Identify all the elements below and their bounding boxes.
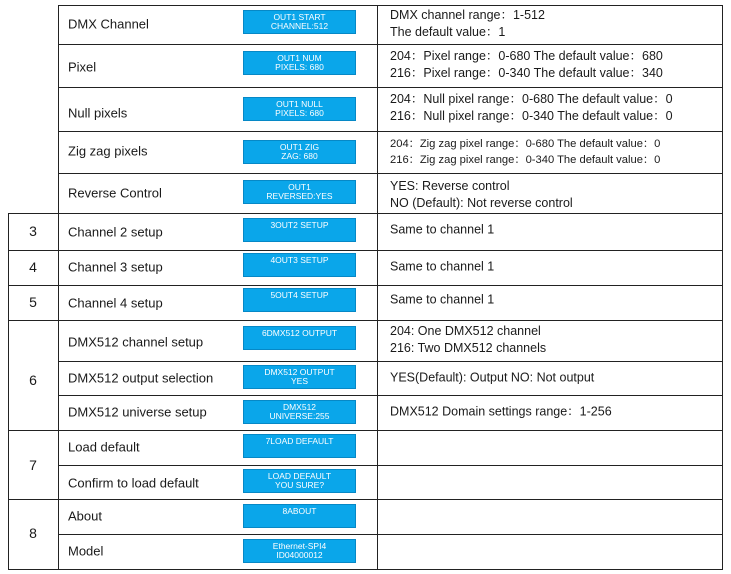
row-number: 4 <box>29 259 37 275</box>
row-description-dmx512-universe: DMX512 Domain settings range：1-256 <box>390 404 612 419</box>
lcd-line: DMX512 <box>282 401 317 412</box>
grid-line <box>58 465 723 466</box>
lcd-line: Ethernet-SPI4 <box>272 540 327 551</box>
row-label-dmx512-universe-setup: DMX512 universe setup <box>68 404 207 420</box>
lcd-display-null-pixels <box>243 97 356 121</box>
description-line: 204: One DMX512 channel <box>390 324 541 338</box>
grid-line <box>8 285 723 286</box>
row-description-channel-3: Same to channel 1 <box>390 259 495 274</box>
description-line: The default value：1 <box>390 25 506 39</box>
lcd-line: 3OUT2 SETUP <box>270 220 329 230</box>
description-line: NO (Default): Not reverse control <box>390 196 573 210</box>
grid-line <box>58 44 723 45</box>
lcd-line: YOU SURE? <box>274 480 325 490</box>
row-description-zig-zag <box>390 136 660 168</box>
row-label-model: Model <box>68 543 104 559</box>
lcd-line: DMX512 OUTPUT <box>264 366 335 377</box>
grid-line <box>58 131 723 132</box>
row-label-load-default: Load default <box>68 439 140 455</box>
lcd-display-about <box>243 504 356 528</box>
grid-line <box>722 5 723 570</box>
lcd-display-dmx-channel <box>243 10 356 34</box>
row-description-channel-2: Same to channel 1 <box>390 222 495 237</box>
lcd-display-reverse <box>243 180 356 204</box>
grid-line <box>377 5 378 570</box>
lcd-line: 5OUT4 SETUP <box>270 290 329 300</box>
lcd-display-confirm-load <box>243 469 356 493</box>
grid-line <box>58 87 723 88</box>
description-line: YES: Reverse control <box>390 179 510 193</box>
grid-line <box>8 320 723 321</box>
row-description-null-pixels <box>390 91 673 125</box>
row-description-channel-4: Same to channel 1 <box>390 292 495 307</box>
row-label-channel-3-setup: Channel 3 setup <box>68 259 163 275</box>
lcd-line: OUT1 ZIG <box>279 141 320 152</box>
lcd-display-load-default <box>243 434 356 458</box>
row-description-reverse <box>390 178 573 212</box>
row-number: 6 <box>29 372 37 388</box>
lcd-display-model <box>243 539 356 563</box>
row-number: 3 <box>29 223 37 239</box>
lcd-display-channel-3 <box>243 253 356 277</box>
lcd-display-channel-2 <box>243 218 356 242</box>
grid-line <box>8 430 723 431</box>
lcd-line: UNIVERSE:255 <box>269 411 330 421</box>
lcd-display-zig-zag <box>243 140 356 164</box>
row-label-pixel: Pixel <box>68 59 97 75</box>
lcd-line: OUT1 START <box>273 11 326 22</box>
lcd-line: OUT1 NULL <box>276 98 323 109</box>
grid-line <box>8 213 723 214</box>
lcd-line: 8ABOUT <box>282 506 317 516</box>
grid-line <box>58 395 723 396</box>
lcd-display-dmx512-setup <box>243 326 356 350</box>
row-description-dmx-channel <box>390 7 545 41</box>
lcd-line: PIXELS: 680 <box>275 108 324 118</box>
lcd-display-pixel <box>243 51 356 75</box>
lcd-line: PIXELS: 680 <box>275 62 324 72</box>
lcd-display-channel-4 <box>243 288 356 312</box>
grid-line <box>8 250 723 251</box>
lcd-line: ID04000012 <box>276 550 323 560</box>
row-label-channel-2-setup: Channel 2 setup <box>68 224 163 240</box>
row-label-reverse-control: Reverse Control <box>68 185 162 201</box>
lcd-line: LOAD DEFAULT <box>267 470 332 481</box>
lcd-line: REVERSED:YES <box>266 191 333 201</box>
grid-line <box>58 5 723 6</box>
lcd-line: OUT1 NUM <box>277 52 322 63</box>
grid-line <box>58 173 723 174</box>
grid-line <box>8 499 723 500</box>
lcd-line: CHANNEL:512 <box>270 21 329 31</box>
lcd-line: OUT1 <box>288 181 311 192</box>
grid-line <box>58 361 723 362</box>
grid-line <box>58 5 59 570</box>
row-label-channel-4-setup: Channel 4 setup <box>68 295 163 311</box>
row-label-dmx512-channel-setup: DMX512 channel setup <box>68 334 204 350</box>
row-label-dmx512-output-selection: DMX512 output selection <box>68 370 214 386</box>
row-label-zig-zag-pixels: Zig zag pixels <box>68 143 148 159</box>
row-number: 8 <box>29 525 37 541</box>
row-description-pixel <box>390 48 663 82</box>
description-line: 216：Zig zag pixel range：0-340 The default value：0 <box>390 154 661 166</box>
description-line: DMX channel range：1-512 <box>390 8 545 22</box>
row-number: 7 <box>29 457 37 473</box>
lcd-line: 6DMX512 OUTPUT <box>261 328 338 338</box>
lcd-display-dmx512-output <box>243 365 356 389</box>
lcd-line: 4OUT3 SETUP <box>270 255 329 265</box>
lcd-line: 7LOAD DEFAULT <box>265 436 334 446</box>
lcd-line: ZAG: 680 <box>281 151 318 161</box>
description-line: 204：Zig zag pixel range：0-680 The default value：0 <box>390 138 661 150</box>
lcd-display-dmx512-universe <box>243 400 356 424</box>
row-label-dmx-channel: DMX Channel <box>68 16 149 32</box>
description-line: 216: Two DMX512 channels <box>390 341 547 355</box>
row-label-null-pixels: Null pixels <box>68 105 128 121</box>
row-label-confirm-load-default: Confirm to load default <box>68 475 199 491</box>
grid-line <box>8 569 723 570</box>
description-line: 204：Pixel range：0-680 The default value：680 <box>390 49 663 63</box>
description-line: 216：Null pixel range：0-340 The default value：0 <box>390 109 673 123</box>
grid-line <box>58 534 723 535</box>
lcd-line: YES <box>290 376 308 386</box>
description-line: 204：Null pixel range：0-680 The default value：0 <box>390 92 673 106</box>
row-description-dmx512-setup <box>390 323 546 357</box>
description-line: 216：Pixel range：0-340 The default value：340 <box>390 66 663 80</box>
row-number: 5 <box>29 294 37 310</box>
row-label-about: About <box>68 508 102 524</box>
row-description-dmx512-output: YES(Default): Output NO: Not output <box>390 370 595 385</box>
